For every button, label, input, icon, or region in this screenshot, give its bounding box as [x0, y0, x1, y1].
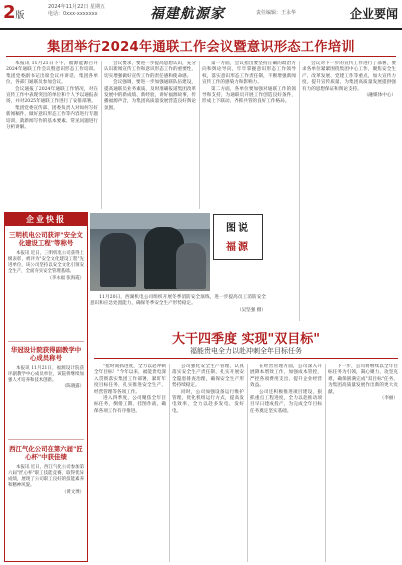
page-number: 2版 — [3, 2, 25, 23]
main-article-col-3 — [202, 61, 296, 209]
paragraph: 下一步，公司将继续以全年目标任务为引领，凝心聚力、攻坚克难，确保圆满完成"双目标"任务，为集团高质量发展作出新的更大贡献。 — [328, 364, 398, 395]
main-article-col-2 — [104, 61, 196, 209]
column-divider — [169, 364, 170, 562]
brief-headline: 三明机电公司获评"安全文化建设工程"等称号 — [9, 231, 83, 248]
brief-item — [8, 346, 84, 391]
brief-headline: 西江气化公司在第六届"匠心杯"中获佳绩 — [9, 445, 83, 462]
main-headline: 集团举行2024年通联工作会议暨意识形态工作培训 — [47, 40, 355, 55]
paragraph: 第一方面，会议指出要坚持正确的政治方向和舆论导向，牢牢掌握意识形态工作领导权，落实意识形态工作责任制，不断增强新闻宣传工作的感染力和影响力。 — [202, 61, 296, 86]
brief-body: 本报讯 11月21日，福源设计院获评副教学中心成员单位，该院将继续加强人才培养和技术创新。 （陈晓露） — [8, 365, 84, 390]
paragraph: 会议强调，要进一步加强通联队伍建设，提高通联员业务素质，及时准确报道集团改革发展中的新成绩、新经验，讲好福源故事，传播福源声音，为集团高质量发展营造良好舆论氛围。 — [104, 80, 196, 111]
second-article-col-3 — [250, 364, 322, 562]
column-divider — [325, 364, 326, 562]
paragraph: 公司强化安全生产管理，认真落实安全生产责任制，扎实开展安全隐患排查治理，确保安全生产形势持续稳定。 — [172, 364, 244, 389]
brief-body: 本报讯 近日，西江气化公司参加第六届"匠心杯"职工技能竞赛，取得优异成绩，展现了公司职工良好的技能素养和精神风貌。 （黄文博） — [8, 464, 84, 495]
byline: （融媒体中心） — [363, 93, 396, 99]
brief-item — [8, 231, 84, 282]
photo-caption: 11月20日，西湖机电公司组织开展冬季消防安全演练，进一步提高员工消防安全意识和应急处置能力，确保冬季安全生产形势稳定。 （吴坚强 摄） — [90, 295, 266, 313]
byline: （李丽） — [379, 396, 398, 402]
issue-info: 2024年11月22日 星期五 电话：0xxx-xxxxxxx — [48, 4, 106, 17]
masthead: 福建航源家 — [150, 6, 225, 22]
column-divider — [299, 61, 300, 321]
column-divider — [199, 61, 200, 209]
paragraph: 集团党委宣传部、团委负责人对如何写好新闻稿件、做好意识形态工作等内容进行专题培训，就新闻写作的基本要素、常见问题进行分析讲解。 — [6, 105, 98, 131]
brief-divider — [8, 341, 84, 342]
section-title: 企业要闻 — [349, 7, 398, 21]
brief-body: 本报讯 近日，三明机电公司获得上级表彰，被评为"安全文化建设工程"先进单位，该公司坚持以安全文化引领安全生产，全面夯实安全管理基础。 （李永福 张海霞） — [8, 250, 84, 281]
column-divider — [101, 61, 102, 209]
news-photo — [90, 213, 210, 291]
second-headline: 大干四季度 实现"双目标" — [171, 332, 321, 347]
column-divider — [247, 364, 248, 562]
brief-item — [8, 445, 84, 496]
editor-credit: 责任编辑：王永华 — [256, 10, 297, 16]
second-article-col-4 — [328, 364, 398, 562]
paragraph: 第二方面，各单位要加强对通联工作的领导和支持，为通联员开展工作创造良好条件，形成上下联动、齐抓共管的良好工作格局。 — [202, 86, 296, 105]
page-header — [0, 0, 402, 30]
second-deck: 福能贵电全力以赴冲刺全年目标任务 — [190, 347, 302, 355]
main-article-col-1 — [6, 61, 98, 209]
paragraph: 同时，公司加强设备运行维护管理，优化机组运行方式，提高发电效率，全力以赴多发电、发好电。 — [172, 389, 244, 414]
photo-column-tag: 图说 福源 — [213, 214, 263, 260]
headline-rule — [6, 56, 396, 57]
paragraph: 会议通报了2024年通联工作情况，对在宣传工作中表现突出的单位和个人予以通报表扬，并对2025年通联工作进行了安排部署。 — [6, 86, 98, 105]
paragraph: 公司还积极推进项目建设，狠抓重点工程进度，全力以赴推动项目早日建成投产，为完成全年目标任务奠定坚实基础。 — [250, 389, 322, 414]
second-article-col-1 — [94, 364, 166, 562]
brief-headline: 华冠设计院获得副教学中心成员称号 — [10, 346, 82, 363]
paragraph: "抢时间抓进度，全力以赴冲刺全年目标！"今年以来，福能贵电深入贯彻落实集团工作部署，紧盯年度目标任务，扎实推进安全生产、经营管理等各项工作。 — [94, 364, 166, 395]
paragraph: 会议对下一步的宣传工作进行了部署，要求各单位紧紧围绕集团中心工作，聚焦安全生产、改革发展、党建工作等重点，加大宣传力度，提升宣传质量，为集团高质量发展提供强有力的思想保证和舆论支持。 — [302, 61, 396, 92]
headline-rule — [94, 358, 398, 359]
paragraph: 在经营管理方面，公司深入开展降本增效工作，加强成本管控，严控各项费用支出，提升企业经营效益。 — [250, 364, 322, 389]
brief-divider — [8, 439, 84, 440]
second-article-col-2 — [172, 364, 244, 562]
news-briefs-box — [4, 212, 88, 562]
paragraph: 会议要求，要进一步提高思想认识，充分认识新闻宣传工作和意识形态工作的重要性，切实增强做好宣传工作的责任感和使命感。 — [104, 61, 196, 79]
news-briefs-title: 企业快报 — [5, 213, 87, 226]
paragraph: 本报讯 11月21日下午，福源能源召开2024年通联工作会议暨意识形态工作培训。集团党委副书记出席会议并讲话，集团各单位、各部门通联员参加会议。 — [6, 61, 98, 86]
paragraph: 进入四季度，公司聚焦全年目标任务，倒排工期、挂图作战，确保各项工作有序推进。 — [94, 396, 166, 414]
main-article-col-4 — [302, 61, 396, 321]
